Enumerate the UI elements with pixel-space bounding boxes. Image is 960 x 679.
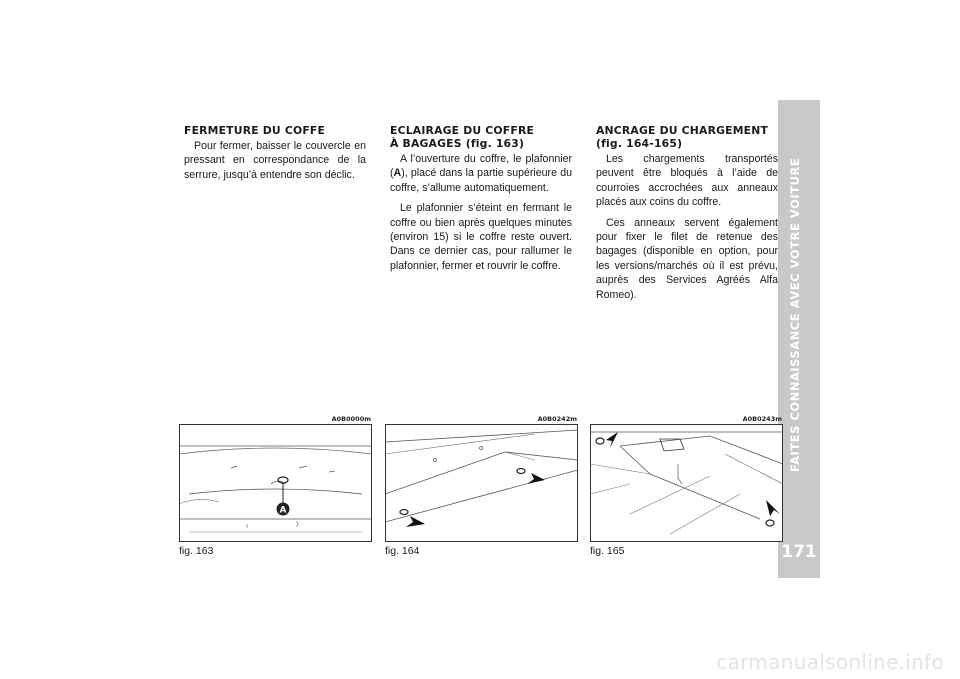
section-fermeture-du-coffe	[184, 124, 366, 188]
figure-caption: fig. 163	[179, 545, 214, 557]
trunk-lid-illustration	[179, 424, 372, 542]
section-ancrage-du-chargement	[596, 124, 778, 308]
callout-ref: A	[393, 167, 402, 180]
footer	[0, 645, 960, 679]
figure-caption: fig. 165	[590, 545, 625, 557]
section-paragraph: Les chargements transportés peuvent être bloqués à l’aide de courroies accrochées aux anneaux placés aux coins du coffre.	[596, 153, 778, 209]
chapter-title: FAITES CONNAISSANCE AVEC VOTRE VOITURE	[788, 157, 802, 472]
section-title-line1: ANCRAGE DU CHARGEMENT	[596, 124, 769, 137]
section-eclairage-du-coffre	[390, 124, 572, 279]
trunk-corners-illustration	[590, 424, 783, 542]
section-paragraph: Le plafonnier s’éteint en fermant le coffre ou bien après quelques minutes (environ 15) si le coffre reste ouvert. Dans ce dernier cas, pour rallumer le plafonnier, fermer et rouvrir le coffre.	[390, 202, 572, 272]
paragraph-text: A l’ouverture du coffre, le plafonnier (	[390, 153, 572, 180]
page-number: 171	[781, 542, 817, 562]
section-title: FERMETURE DU COFFE	[184, 124, 326, 137]
section-paragraph: Ces anneaux servent également pour fixer le filet de retenue des bagages (disponible en option, pour les versions/marchés où il est prévu, auprès des Services Agréés Alfa Romeo).	[596, 216, 778, 301]
figure-code: A0B0243m	[742, 415, 782, 423]
section-title-fig-ref: (fig. 163)	[465, 137, 525, 150]
callout-a-label: A	[279, 505, 287, 516]
section-title-line2: À BAGAGES	[390, 137, 462, 150]
watermark: carmanualsonline.info	[716, 650, 944, 674]
figure-caption: fig. 164	[385, 545, 420, 557]
figure-code: A0B0000m	[331, 415, 371, 423]
section-title	[596, 124, 778, 150]
section-title-line1: ECLAIRAGE DU COFFRE	[390, 124, 535, 137]
section-title-line2: (fig. 164-165)	[596, 137, 683, 150]
figure-code: A0B0242m	[537, 415, 577, 423]
section-paragraph	[390, 152, 572, 195]
paragraph-text: ), placé dans la partie supérieure du coffre, s’allume automatiquement.	[390, 167, 572, 194]
section-paragraph: Pour fermer, baisser le couvercle en pressant en correspondance de la serrure, jusqu’à entendre son déclic.	[184, 140, 366, 181]
trunk-floor-illustration	[385, 424, 578, 542]
chapter-sidebar	[778, 100, 820, 578]
section-title	[390, 124, 572, 150]
